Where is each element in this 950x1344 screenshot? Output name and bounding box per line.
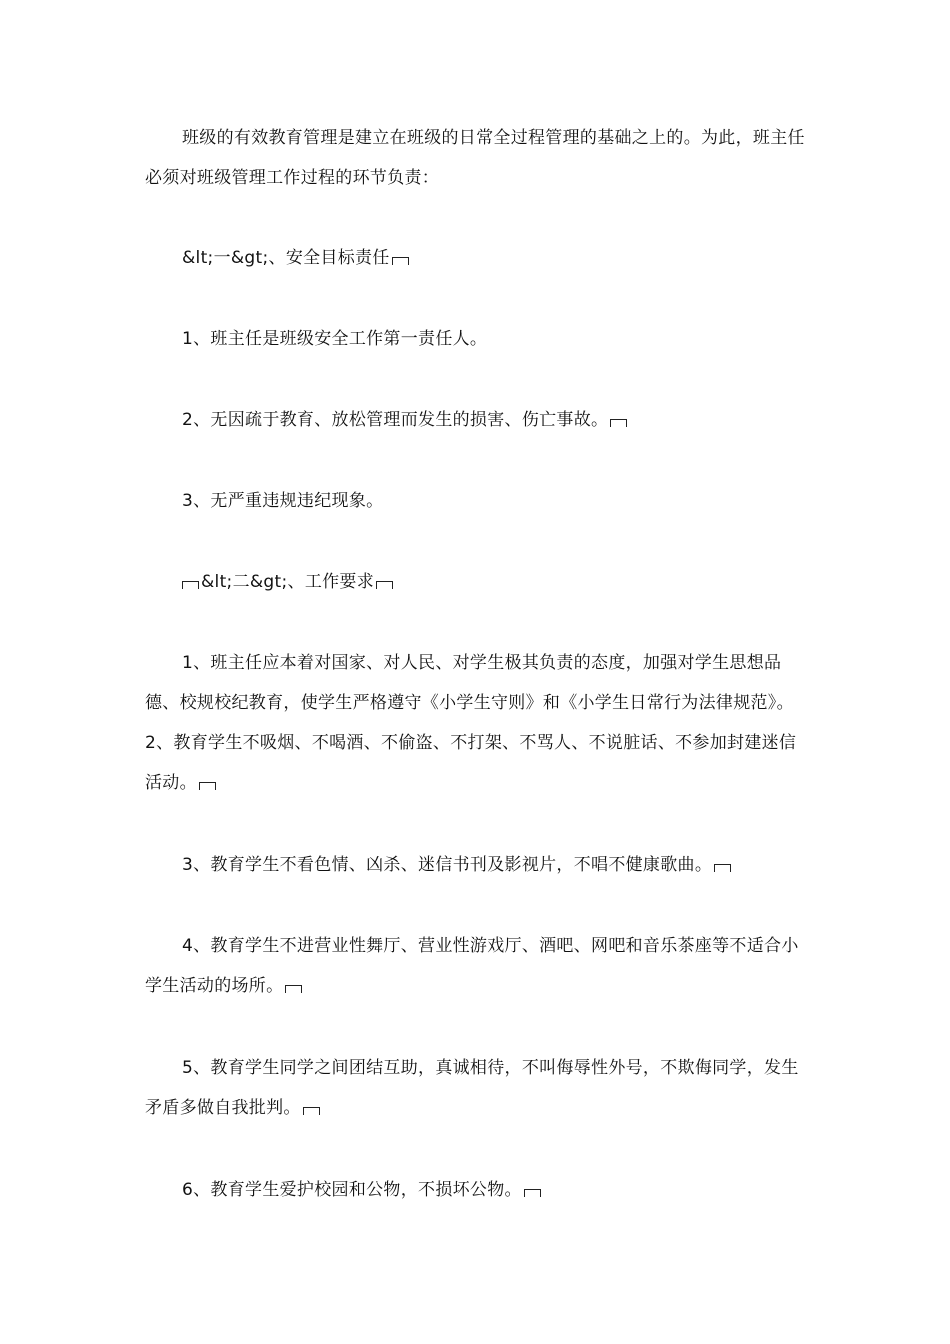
list-item [145,1170,810,1210]
paragraph-mark-icon [303,1107,320,1115]
paragraph-mark-icon [182,581,199,589]
paragraph-text: &lt;二&gt;、工作要求 [201,572,375,592]
list-item [145,926,810,1006]
paragraph-text: 3、无严重违规违纪现象。 [182,491,384,511]
paragraph-text: 4、教育学生不进营业性舞厅、营业性游戏厅、酒吧、网吧和音乐茶座等不适合小学生活动的场所。 [145,936,799,996]
paragraph-text: 3、教育学生不看色情、凶杀、迷信书刊及影视片，不唱不健康歌曲。 [182,855,713,875]
list-item [145,1048,810,1128]
paragraph-text: 班级的有效教育管理是建立在班级的日常全过程管理的基础之上的。为此，班主任必须对班级管理工作过程的环节负责： [145,128,805,188]
paragraph-text: 2、无因疏于教育、放松管理而发生的损害、伤亡事故。 [182,410,609,430]
paragraph-mark-icon [392,257,409,265]
list-item [145,845,810,885]
paragraph-intro [145,118,810,198]
paragraph-text: 1、班主任应本着对国家、对人民、对学生极其负责的态度，加强对学生思想品德、校规校纪教育，使学生严格遵守《小学生守则》和《小学生日常行为法律规范》。2、教育学生不吸烟、不喝酒、不偷盗、不打架、不骂人、不说脏话、不参加封建迷信活动。 [145,653,797,793]
list-item [145,319,810,359]
list-item [145,400,810,440]
paragraph-mark-icon [376,581,393,589]
paragraph-text: 6、教育学生爱护校园和公物，不损坏公物。 [182,1180,522,1200]
paragraph-text: 5、教育学生同学之间团结互助，真诚相待，不叫侮辱性外号，不欺侮同学，发生矛盾多做自我批判。 [145,1058,799,1118]
list-item [145,481,810,521]
paragraph-mark-icon [714,864,731,872]
paragraph-mark-icon [524,1189,541,1197]
paragraph-text: 1、班主任是班级安全工作第一责任人。 [182,329,488,349]
paragraph-mark-icon [285,985,302,993]
list-item [145,643,810,803]
paragraph-mark-icon [199,782,216,790]
section-heading-requirements [145,562,810,602]
section-heading-safety [145,238,810,278]
paragraph-text: &lt;一&gt;、安全目标责任 [182,248,390,268]
paragraph-mark-icon [610,419,627,427]
